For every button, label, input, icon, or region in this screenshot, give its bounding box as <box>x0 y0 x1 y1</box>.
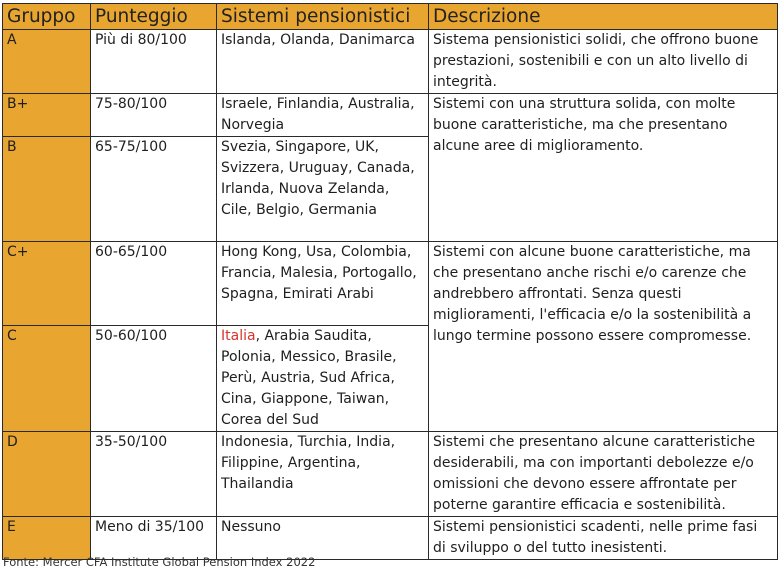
systems-text: Nessuno <box>221 519 281 535</box>
systems-cell <box>217 137 429 242</box>
score-cell: 75-80/100 <box>91 94 217 137</box>
systems-cell <box>217 517 429 560</box>
table-row <box>3 94 778 137</box>
systems-text: Islanda, Olanda, Danimarca <box>221 32 415 48</box>
header-descrizione: Descrizione <box>429 4 778 30</box>
description-cell: Sistemi pensionistici scadenti, nelle prime fasi di sviluppo o del tutto inesistenti. <box>429 517 778 560</box>
header-gruppo: Gruppo <box>3 4 91 30</box>
systems-cell <box>217 432 429 517</box>
systems-text: Israele, Finlandia, Australia, Norvegia <box>221 96 415 133</box>
score-cell: Più di 80/100 <box>91 30 217 94</box>
source-caption: Fonte: Mercer CFA Institute Global Pension Index 2022 <box>3 555 316 569</box>
systems-cell <box>217 326 429 432</box>
description-cell: Sistemi con alcune buone caratteristiche, ma che presentano anche rischi e/o carenze che andrebbero affrontati. Senza questi miglioramenti, l'efficacia e/o la sostenibilità a lungo termine possono essere compromesse. <box>429 242 778 432</box>
group-cell: B <box>3 137 91 242</box>
systems-text: Svezia, Singapore, UK, Svizzera, Uruguay, Canada, Irlanda, Nuova Zelanda, Cile, Belgio, Germania <box>221 139 415 218</box>
systems-cell <box>217 94 429 137</box>
table-row <box>3 517 778 560</box>
group-cell: A <box>3 30 91 94</box>
score-cell: Meno di 35/100 <box>91 517 217 560</box>
table-header-row <box>3 4 778 30</box>
group-cell: C+ <box>3 242 91 326</box>
systems-text: Indonesia, Turchia, India, Filippine, Argentina, Thailandia <box>221 434 396 492</box>
table-row <box>3 242 778 326</box>
systems-text: Hong Kong, Usa, Colombia, Francia, Malesia, Portogallo, Spagna, Emirati Arabi <box>221 244 417 302</box>
table-row <box>3 432 778 517</box>
systems-cell <box>217 30 429 94</box>
score-cell: 35-50/100 <box>91 432 217 517</box>
description-cell: Sistemi che presentano alcune caratteristiche desiderabili, ma con importanti debolezze e/o omissioni che devono essere affrontate per poterne garantire efficacia e sostenibilità. <box>429 432 778 517</box>
header-punteggio: Punteggio <box>91 4 217 30</box>
group-cell: C <box>3 326 91 432</box>
description-cell: Sistema pensionistici solidi, che offrono buone prestazioni, sostenibili e con un alto livello di integrità. <box>429 30 778 94</box>
group-cell: D <box>3 432 91 517</box>
header-sistemi: Sistemi pensionistici <box>217 4 429 30</box>
pension-ranking-table <box>2 3 778 560</box>
score-cell: 50-60/100 <box>91 326 217 432</box>
score-cell: 65-75/100 <box>91 137 217 242</box>
description-cell: Sistemi con una struttura solida, con molte buone caratteristiche, ma che presentano alcune aree di miglioramento. <box>429 94 778 242</box>
score-cell: 60-65/100 <box>91 242 217 326</box>
systems-cell <box>217 242 429 326</box>
systems-highlight: Italia <box>221 328 256 344</box>
group-cell: E <box>3 517 91 560</box>
table-row <box>3 30 778 94</box>
group-cell: B+ <box>3 94 91 137</box>
systems-text: , Arabia Saudita, Polonia, Messico, Brasile, Perù, Austria, Sud Africa, Cina, Giappone, Taiwan, Corea del Sud <box>221 328 397 428</box>
